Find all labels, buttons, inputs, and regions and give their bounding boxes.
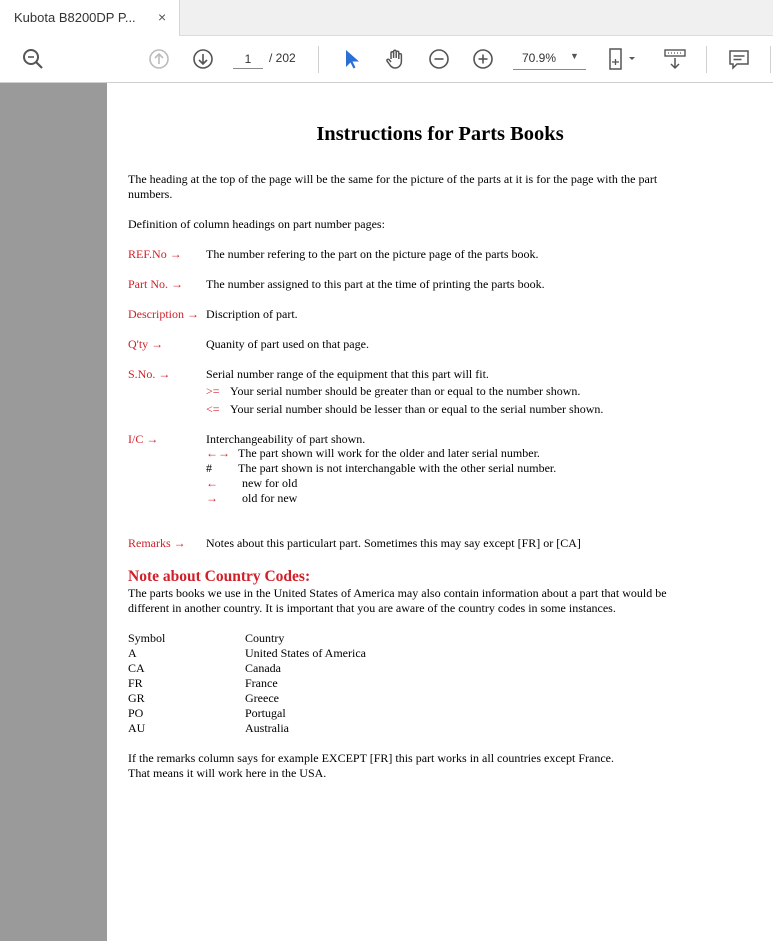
table-cell-country: Canada bbox=[245, 661, 281, 675]
heading-desc-ref: The number refering to the part on the picture page of the parts book. bbox=[206, 247, 539, 261]
document-viewer[interactable] bbox=[0, 83, 773, 941]
heading-term-remarks: Remarks → bbox=[128, 536, 186, 550]
closing-text-line1: If the remarks column says for example EXCEPT [FR] this part works in all countries except France. bbox=[128, 751, 614, 765]
table-cell-country: France bbox=[245, 676, 278, 690]
zoom-select[interactable] bbox=[513, 48, 586, 70]
ic-text-hash: The part shown is not interchangable with the other serial number. bbox=[238, 461, 557, 475]
table-cell-symbol: A bbox=[128, 646, 137, 660]
table-cell-symbol: AU bbox=[128, 721, 146, 735]
zoom-value: 70.9% bbox=[522, 51, 557, 65]
close-tab-icon[interactable]: × bbox=[158, 9, 167, 25]
search-icon[interactable] bbox=[20, 46, 46, 72]
hand-icon[interactable] bbox=[382, 46, 408, 72]
sno-text-ge: Your serial number should be greater than or equal to the number shown. bbox=[230, 384, 581, 398]
rotate-icon[interactable] bbox=[662, 46, 688, 72]
toolbar-divider bbox=[318, 46, 319, 73]
page-number-input[interactable] bbox=[233, 49, 263, 69]
toolbar-divider bbox=[770, 46, 771, 73]
page-title: Instructions for Parts Books bbox=[316, 123, 564, 145]
pdf-toolbar bbox=[0, 36, 773, 83]
toolbar-divider bbox=[706, 46, 707, 73]
heading-term-description: Description → bbox=[128, 307, 199, 321]
table-header-symbol: Symbol bbox=[128, 631, 166, 645]
country-text-line2: different in another country. It is important that you are aware of the country codes in some instances. bbox=[128, 601, 616, 615]
table-cell-country: Greece bbox=[245, 691, 279, 705]
ic-text-right: old for new bbox=[242, 491, 298, 505]
pdf-page bbox=[107, 83, 773, 941]
sno-symbol-le: <= bbox=[206, 402, 220, 416]
zoom-out-icon[interactable] bbox=[426, 46, 452, 72]
heading-term-ic: I/C → bbox=[128, 432, 159, 446]
heading-desc-qty: Quanity of part used on that page. bbox=[206, 337, 369, 351]
country-codes-heading: Note about Country Codes: bbox=[128, 568, 311, 585]
table-cell-country: United States of America bbox=[245, 646, 366, 660]
ic-symbol-hash: # bbox=[206, 461, 212, 475]
zoom-in-icon[interactable] bbox=[470, 46, 496, 72]
ic-symbol-left: ← bbox=[206, 476, 218, 490]
intro-text-line2: numbers. bbox=[128, 187, 173, 201]
ic-text-left: new for old bbox=[242, 476, 298, 490]
heading-term-ref: REF.No → bbox=[128, 247, 182, 261]
ic-text-both: The part shown will work for the older and later serial number. bbox=[238, 446, 540, 460]
intro-text-line1: The heading at the top of the page will be the same for the picture of the parts at it is for the page with the part bbox=[128, 172, 658, 186]
viewer-gutter bbox=[0, 83, 107, 941]
chevron-down-icon: ▼ bbox=[570, 51, 579, 61]
table-cell-symbol: GR bbox=[128, 691, 145, 705]
table-cell-symbol: PO bbox=[128, 706, 144, 720]
heading-desc-remarks: Notes about this particulart part. Sometimes this may say except [FR] or [CA] bbox=[206, 536, 581, 550]
document-tab[interactable] bbox=[0, 0, 180, 36]
heading-desc-ic: Interchangeability of part shown. bbox=[206, 432, 366, 446]
heading-term-qty: Q'ty → bbox=[128, 337, 164, 351]
ic-symbol-both: ←→ bbox=[206, 446, 230, 460]
definition-text: Definition of column headings on part number pages: bbox=[128, 217, 385, 231]
page-total-label: / 202 bbox=[269, 51, 296, 65]
scroll-up-icon[interactable] bbox=[146, 46, 172, 72]
heading-desc-partno: The number assigned to this part at the time of printing the parts book. bbox=[206, 277, 545, 291]
closing-text-line2: That means it will work here in the USA. bbox=[128, 766, 327, 780]
tab-title[interactable]: Kubota B8200DP P... bbox=[14, 10, 136, 25]
table-header-country: Country bbox=[245, 631, 285, 645]
comment-icon[interactable] bbox=[726, 46, 752, 72]
heading-term-partno: Part No. → bbox=[128, 277, 183, 291]
table-cell-country: Portugal bbox=[245, 706, 286, 720]
page-fit-icon[interactable] bbox=[606, 46, 642, 72]
tab-bar bbox=[0, 0, 773, 36]
table-cell-symbol: CA bbox=[128, 661, 145, 675]
table-cell-country: Australia bbox=[245, 721, 289, 735]
table-cell-symbol: FR bbox=[128, 676, 143, 690]
scroll-down-icon[interactable] bbox=[190, 46, 216, 72]
heading-term-sno: S.No. → bbox=[128, 367, 171, 381]
select-arrow-icon[interactable] bbox=[338, 46, 364, 72]
heading-desc-description: Discription of part. bbox=[206, 307, 298, 321]
country-text-line1: The parts books we use in the United States of America may also contain information about a part that would be bbox=[128, 586, 667, 600]
sno-text-le: Your serial number should be lesser than or equal to the serial number shown. bbox=[230, 402, 604, 416]
ic-symbol-right: → bbox=[206, 491, 218, 505]
heading-desc-sno: Serial number range of the equipment that this part will fit. bbox=[206, 367, 489, 381]
sno-symbol-ge: >= bbox=[206, 384, 220, 398]
